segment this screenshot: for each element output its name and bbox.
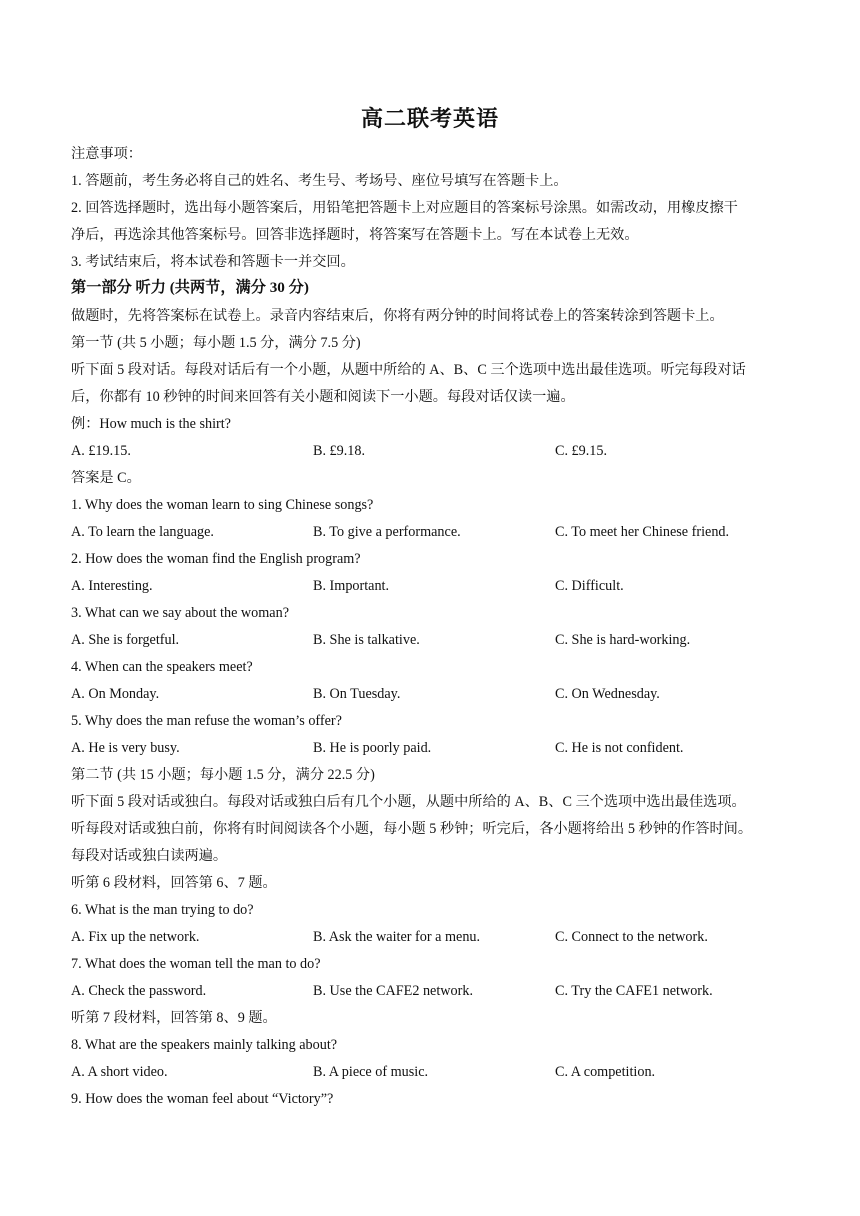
q6-option-a: A. Fix up the network. xyxy=(71,929,200,945)
q5-option-c: C. He is not confident. xyxy=(555,740,684,756)
example-question: 例：How much is the shirt? xyxy=(71,416,231,432)
q2-option-b: B. Important. xyxy=(313,578,390,594)
section2-instruction: 每段对话或独白读两遍。 xyxy=(71,848,228,864)
q8-option-a: A. A short video. xyxy=(71,1064,168,1080)
question-2: 2. How does the woman find the English program? xyxy=(71,551,361,567)
material-7-heading: 听第 7 段材料，回答第 8、9 题。 xyxy=(71,1010,277,1026)
q3-option-b: B. She is talkative. xyxy=(313,632,420,648)
q7-option-b: B. Use the CAFE2 network. xyxy=(313,983,473,999)
section1-instruction: 听下面 5 段对话。每段对话后有一个小题，从题中所给的 A、B、C 三个选项中选出最佳选项。听完每段对话 xyxy=(71,362,746,378)
q1-option-b: B. To give a performance. xyxy=(313,524,461,540)
q2-option-a: A. Interesting. xyxy=(71,578,153,594)
notice-item: 净后，再选涂其他答案标号。回答非选择题时，将答案写在答题卡上。写在本试卷上无效。 xyxy=(71,227,639,243)
q4-option-a: A. On Monday. xyxy=(71,686,160,702)
section2-heading: 第二节 (共 15 小题；每小题 1.5 分，满分 22.5 分) xyxy=(71,767,375,783)
question-5: 5. Why does the man refuse the woman’s offer? xyxy=(71,713,342,729)
page-title: 高二联考英语 xyxy=(360,106,499,131)
notice-item: 3. 考试结束后，将本试卷和答题卡一并交回。 xyxy=(71,254,355,270)
question-6: 6. What is the man trying to do? xyxy=(71,902,254,918)
example-answer: 答案是 C。 xyxy=(71,470,141,486)
question-9: 9. How does the woman feel about “Victory”? xyxy=(71,1091,334,1107)
q3-option-c: C. She is hard-working. xyxy=(555,632,691,648)
material-6-heading: 听第 6 段材料，回答第 6、7 题。 xyxy=(71,875,277,891)
section2-instruction: 听每段对话或独白前，你将有时间阅读各个小题，每小题 5 秒钟；听完后，各小题将给出 5 秒钟的作答时间。 xyxy=(71,821,753,837)
example-option-a: A. £19.15. xyxy=(71,443,131,459)
section1-heading: 第一节 (共 5 小题；每小题 1.5 分，满分 7.5 分) xyxy=(71,335,361,351)
q7-option-c: C. Try the CAFE1 network. xyxy=(555,983,713,999)
section2-instruction: 听下面 5 段对话或独白。每段对话或独白后有几个小题，从题中所给的 A、B、C 三个选项中选出最佳选项。 xyxy=(71,794,746,810)
q7-option-a: A. Check the password. xyxy=(71,983,207,999)
question-3: 3. What can we say about the woman? xyxy=(71,605,289,621)
q1-option-a: A. To learn the language. xyxy=(71,524,214,540)
q8-option-c: C. A competition. xyxy=(555,1064,656,1080)
notice-item: 1. 答题前，考生务必将自己的姓名、考生号、考场号、座位号填写在答题卡上。 xyxy=(71,173,568,189)
example-option-b: B. £9.18. xyxy=(313,443,366,459)
question-8: 8. What are the speakers mainly talking about? xyxy=(71,1037,338,1053)
notice-heading: 注意事项： xyxy=(71,146,142,162)
question-4: 4. When can the speakers meet? xyxy=(71,659,253,675)
q8-option-b: B. A piece of music. xyxy=(313,1064,429,1080)
q6-option-b: B. Ask the waiter for a menu. xyxy=(313,929,481,945)
q5-option-b: B. He is poorly paid. xyxy=(313,740,432,756)
q3-option-a: A. She is forgetful. xyxy=(71,632,180,648)
example-option-c: C. £9.15. xyxy=(555,443,608,459)
q1-option-c: C. To meet her Chinese friend. xyxy=(555,524,730,540)
notice-item: 2. 回答选择题时，选出每小题答案后，用铅笔把答题卡上对应题目的答案标号涂黑。如需改动，用橡皮擦干 xyxy=(71,200,738,216)
q5-option-a: A. He is very busy. xyxy=(71,740,180,756)
part1-heading: 第一部分 听力 (共两节，满分 30 分) xyxy=(71,279,309,296)
q4-option-b: B. On Tuesday. xyxy=(313,686,401,702)
q6-option-c: C. Connect to the network. xyxy=(555,929,708,945)
question-7: 7. What does the woman tell the man to do? xyxy=(71,956,321,972)
q2-option-c: C. Difficult. xyxy=(555,578,624,594)
part1-intro: 做题时，先将答案标在试卷上。录音内容结束后，你将有两分钟的时间将试卷上的答案转涂到答题卡上。 xyxy=(71,308,724,324)
question-1: 1. Why does the woman learn to sing Chinese songs? xyxy=(71,497,374,513)
section1-instruction: 后，你都有 10 秒钟的时间来回答有关小题和阅读下一小题。每段对话仅读一遍。 xyxy=(71,389,575,405)
q4-option-c: C. On Wednesday. xyxy=(555,686,660,702)
